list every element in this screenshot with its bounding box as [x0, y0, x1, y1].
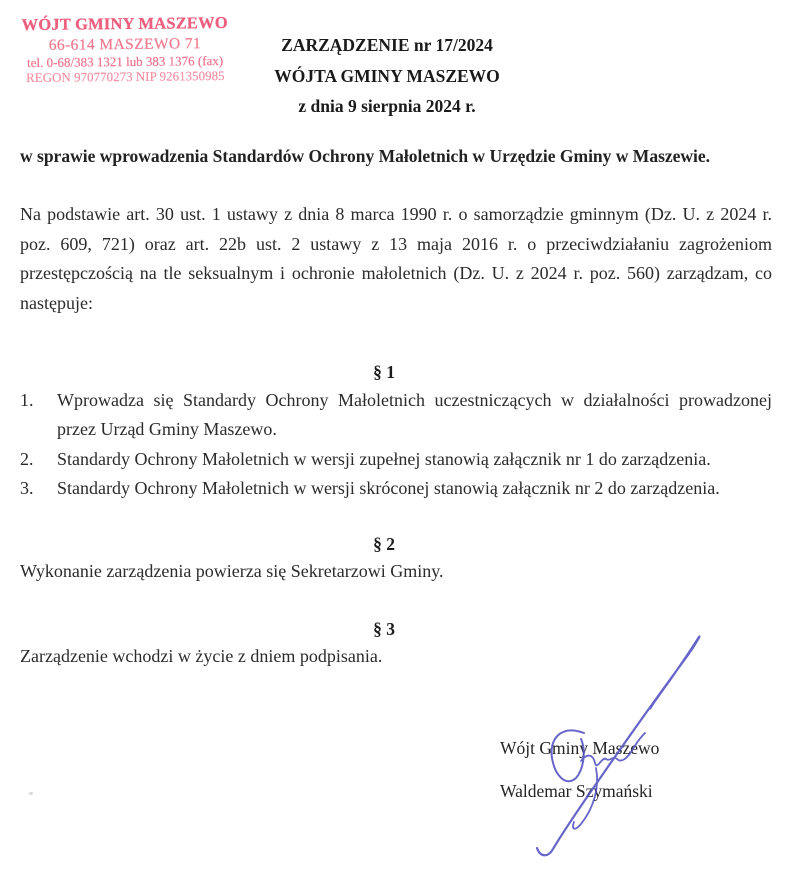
title-ordinance-number: ZARZĄDZENIE nr 17/2024 — [281, 35, 493, 55]
stamp-authority-name: WÓJT GMINY MASZEWO — [21, 12, 228, 35]
list-item — [20, 474, 772, 503]
document-title — [7, 30, 767, 122]
list-item-number: 3. — [20, 478, 34, 499]
stamp-phone: tel. 0-68/383 1321 lub 383 1376 (fax) — [27, 52, 224, 71]
scan-speck — [29, 792, 33, 795]
list-item-number: 1. — [20, 390, 34, 410]
preamble-paragraph: Na podstawie art. 30 ust. 1 ustawy z dnia 8 marca 1990 r. o samorządzie gminnym (Dz. U. z 2024 r. poz. 609, 721) oraz art. 22b ust. 2 ustawy z 13 maja 2016 r. o przeciwdziałaniu zagrożeniom przestępczością na tle seksualnym i ochronie małoletnich (Dz. U. z 2024 r. poz. 560) zarządzam, co następuje: — [20, 204, 772, 313]
list-item-text: Standardy Ochrony Małoletnich w wersji skróconej stanowią załącznik nr 2 do zarządzenia. — [57, 478, 720, 499]
signer-name: Waldemar Szymański — [500, 781, 653, 801]
subject-line: w sprawie wprowadzenia Standardów Ochrony Małoletnich w Urzędzie Gminy w Maszewie. — [20, 146, 711, 166]
list-item — [20, 445, 772, 474]
section-3-text: Zarządzenie wchodzi w życie z dniem podpisania. — [20, 646, 383, 666]
section-3-heading: § 3 — [373, 619, 395, 639]
title-issuer: WÓJTA GMINY MASZEWO — [274, 65, 500, 86]
list-item-text: Wprowadza się Standardy Ochrony Małoletnich uczestniczących w działalności prowadzonej przez Urząd Gminy Maszewo. — [57, 390, 772, 440]
stamp-regon-nip: REGON 970770273 NIP 9261350985 — [25, 67, 225, 86]
list-item-number: 2. — [20, 448, 34, 469]
list-item-text: Standardy Ochrony Małoletnich w wersji zupełnej stanowią załącznik nr 1 do zarządzenia. — [57, 448, 711, 469]
section-1-list — [20, 386, 772, 504]
section-2-text: Wykonanie zarządzenia powierza się Sekretarzowi Gminy. — [20, 561, 444, 581]
section-2-heading: § 2 — [373, 534, 395, 554]
signer-role: Wójt Gminy Maszewo — [500, 738, 660, 758]
section-1-heading: § 1 — [373, 362, 395, 382]
stamp-address: 66-614 MASZEWO 71 — [48, 34, 202, 54]
list-item — [20, 386, 772, 445]
title-date: z dnia 9 sierpnia 2024 r. — [298, 96, 476, 116]
handwritten-signature-ink — [505, 613, 715, 868]
